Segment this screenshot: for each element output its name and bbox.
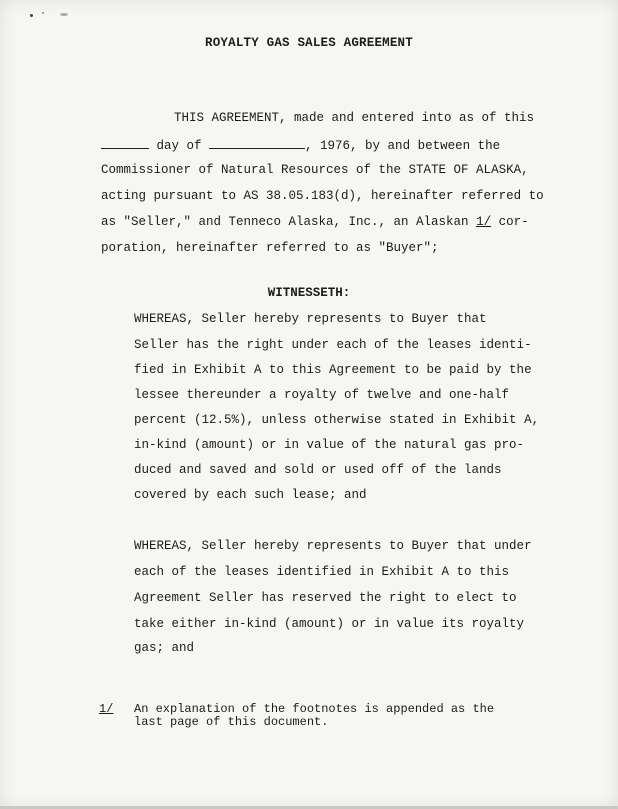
document-title: ROYALTY GAS SALES AGREEMENT [205, 36, 413, 50]
whereas2-line: take either in-kind (amount) or in value its royalty [134, 617, 525, 631]
footnote-marker: 1/ [99, 702, 114, 716]
whereas2-line: gas; and [134, 641, 195, 655]
intro-line-2-a: day of [156, 139, 202, 153]
footnote-line-2: last page of this document. [134, 715, 329, 729]
whereas1-line: fied in Exhibit A to this Agreement to be paid by the [134, 363, 532, 377]
whereas1-line: covered by each such lease; and [134, 488, 367, 502]
whereas1-line: lessee thereunder a royalty of twelve and one-half [134, 388, 510, 402]
intro-line-3: Commissioner of Natural Resources of the STATE OF ALASKA, [101, 163, 529, 177]
intro-line-2-b: , 1976, by and between the [305, 139, 501, 153]
intro-line-5-b: cor- [491, 215, 529, 229]
scan-speck [42, 12, 44, 14]
whereas1-line: in-kind (amount) or in value of the natural gas pro- [134, 438, 525, 452]
intro-line-1: THIS AGREEMENT, made and entered into as of this [174, 111, 535, 125]
date-day-blank [101, 137, 149, 149]
intro-line-5-a: as "Seller," and Tenneco Alaska, Inc., an Alaskan [101, 215, 477, 229]
footnote-reference: 1/ [476, 215, 492, 229]
intro-line-2 [101, 137, 500, 154]
date-month-blank [209, 137, 305, 149]
whereas1-line: percent (12.5%), unless otherwise stated in Exhibit A, [134, 413, 540, 427]
whereas2-line: each of the leases identified in Exhibit A to this [134, 565, 510, 579]
whereas2-line: WHEREAS, Seller hereby represents to Buyer that under [134, 539, 532, 553]
intro-line-4: acting pursuant to AS 38.05.183(d), hereinafter referred to [101, 189, 544, 203]
whereas1-line: duced and saved and sold or used off of the lands [134, 463, 502, 477]
intro-line-6: poration, hereinafter referred to as "Buyer"; [101, 241, 439, 255]
whereas1-line: WHEREAS, Seller hereby represents to Buyer that [134, 312, 487, 326]
whereas2-line: Agreement Seller has reserved the right to elect to [134, 591, 517, 605]
footnote-line-1: An explanation of the footnotes is appended as the [134, 702, 495, 716]
scan-speck [60, 13, 68, 16]
whereas1-line: Seller has the right under each of the leases identi- [134, 338, 532, 352]
intro-line-5 [101, 215, 529, 230]
scan-speck [30, 14, 33, 17]
witnesseth-heading: WITNESSETH: [267, 286, 351, 300]
